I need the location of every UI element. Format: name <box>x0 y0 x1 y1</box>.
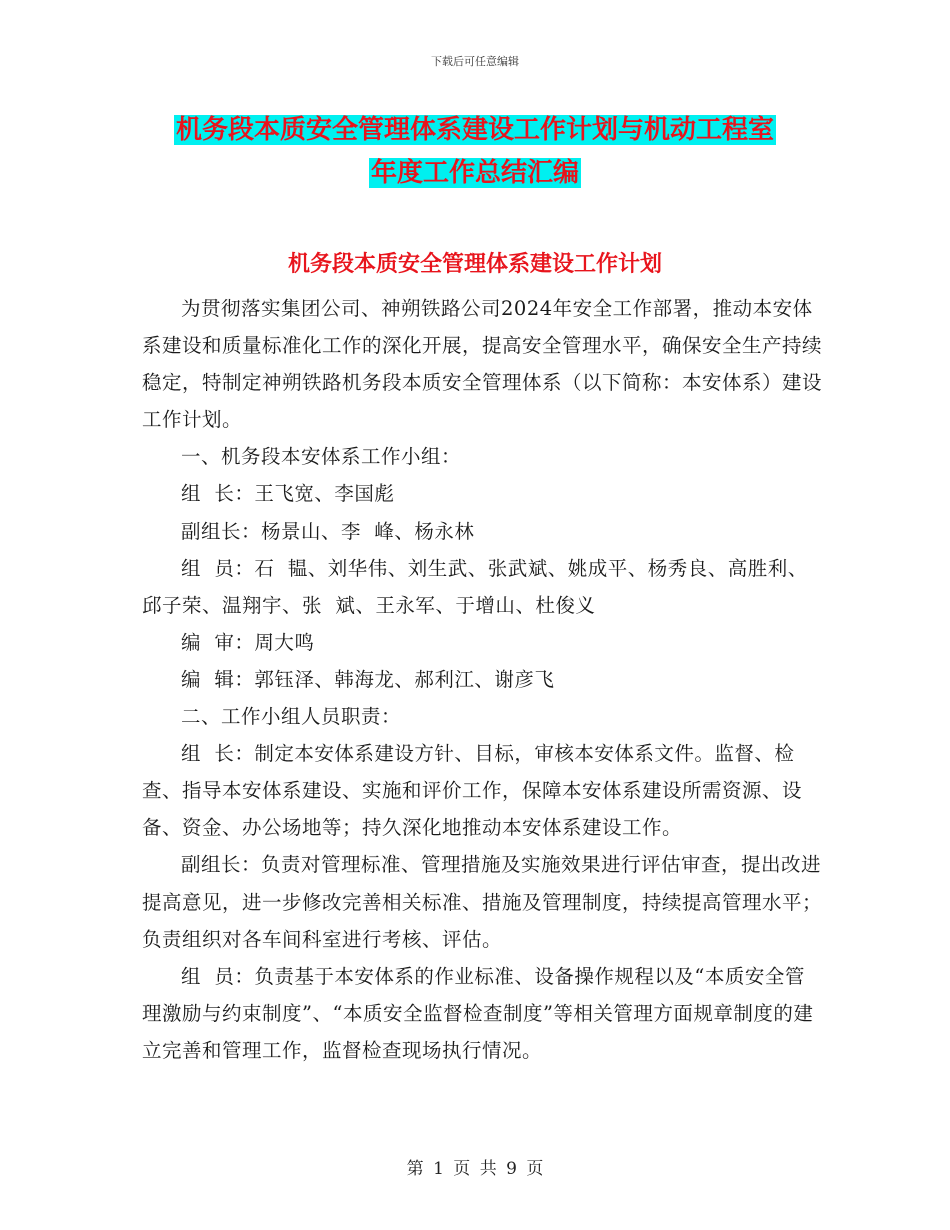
document-title-line-1 <box>0 110 950 150</box>
paragraph-deputy-duties: 副组长：负责对管理标准、管理措施及实施效果进行评估审查，提出改进提高意见，进一步修改完善相关标准、措施及管理制度，持续提高管理水平；负责组织对各车间科室进行考核、评估。 <box>142 853 823 951</box>
paragraph-member-duties: 组 员：负责基于本安体系的作业标准、设备操作规程以及“本质安全管理激励与约束制度”、“本质安全监督检查制度”等相关管理方面规章制度的建立完善和管理工作，监督检查现场执行情况。 <box>142 964 814 1062</box>
section-title: 机务段本质安全管理体系建设工作计划 <box>287 252 662 277</box>
paragraph-leader-duties: 组 长：制定本安体系建设方针、目标，审核本安体系文件。监督、检查、指导本安体系建设、实施和评价工作，保障本安体系建设所需资源、设备、资金、办公场地等；持久深化地推动本安体系建设工作。 <box>142 742 803 840</box>
document-body <box>142 290 822 1069</box>
paragraph-intro: 为贯彻落实集团公司、神朔铁路公司2024年安全工作部署，推动本安体系建设和质量标准化工作的深化开展，提高安全管理水平，确保安全生产持续稳定，特制定神朔铁路机务段本质安全管理体系（以下简称：本安体系）建设工作计划。 <box>142 297 823 432</box>
paragraph-deputy-leader: 副组长：杨景山、李 峰、杨永林 <box>181 519 475 543</box>
page-header-note: 下载后可任意编辑 <box>431 55 519 68</box>
paragraph-reviewer: 编 审：周大鸣 <box>181 630 315 654</box>
paragraph-heading-group: 一、机务段本安体系工作小组： <box>181 445 462 469</box>
paragraph-editors: 编 辑：郭钰泽、韩海龙、郝利江、谢彦飞 <box>181 667 555 691</box>
page-number-footer: 第 1 页 共 9 页 <box>406 1159 544 1179</box>
document-title-text-1: 机务段本质安全管理体系建设工作计划与机动工程室 <box>175 115 774 145</box>
document-title-text-2: 年度工作总结汇编 <box>370 158 579 188</box>
document-title-line-2 <box>0 153 950 193</box>
paragraph-heading-duties: 二、工作小组人员职责： <box>181 705 402 729</box>
paragraph-group-leader: 组 长：王飞宽、李国彪 <box>181 482 395 506</box>
paragraph-group-members: 组 员：石 韫、刘华伟、刘生武、张武斌、姚成平、杨秀良、高胜利、邱子荣、温翔宇、张 斌、王永军、于增山、杜俊义 <box>142 556 808 617</box>
